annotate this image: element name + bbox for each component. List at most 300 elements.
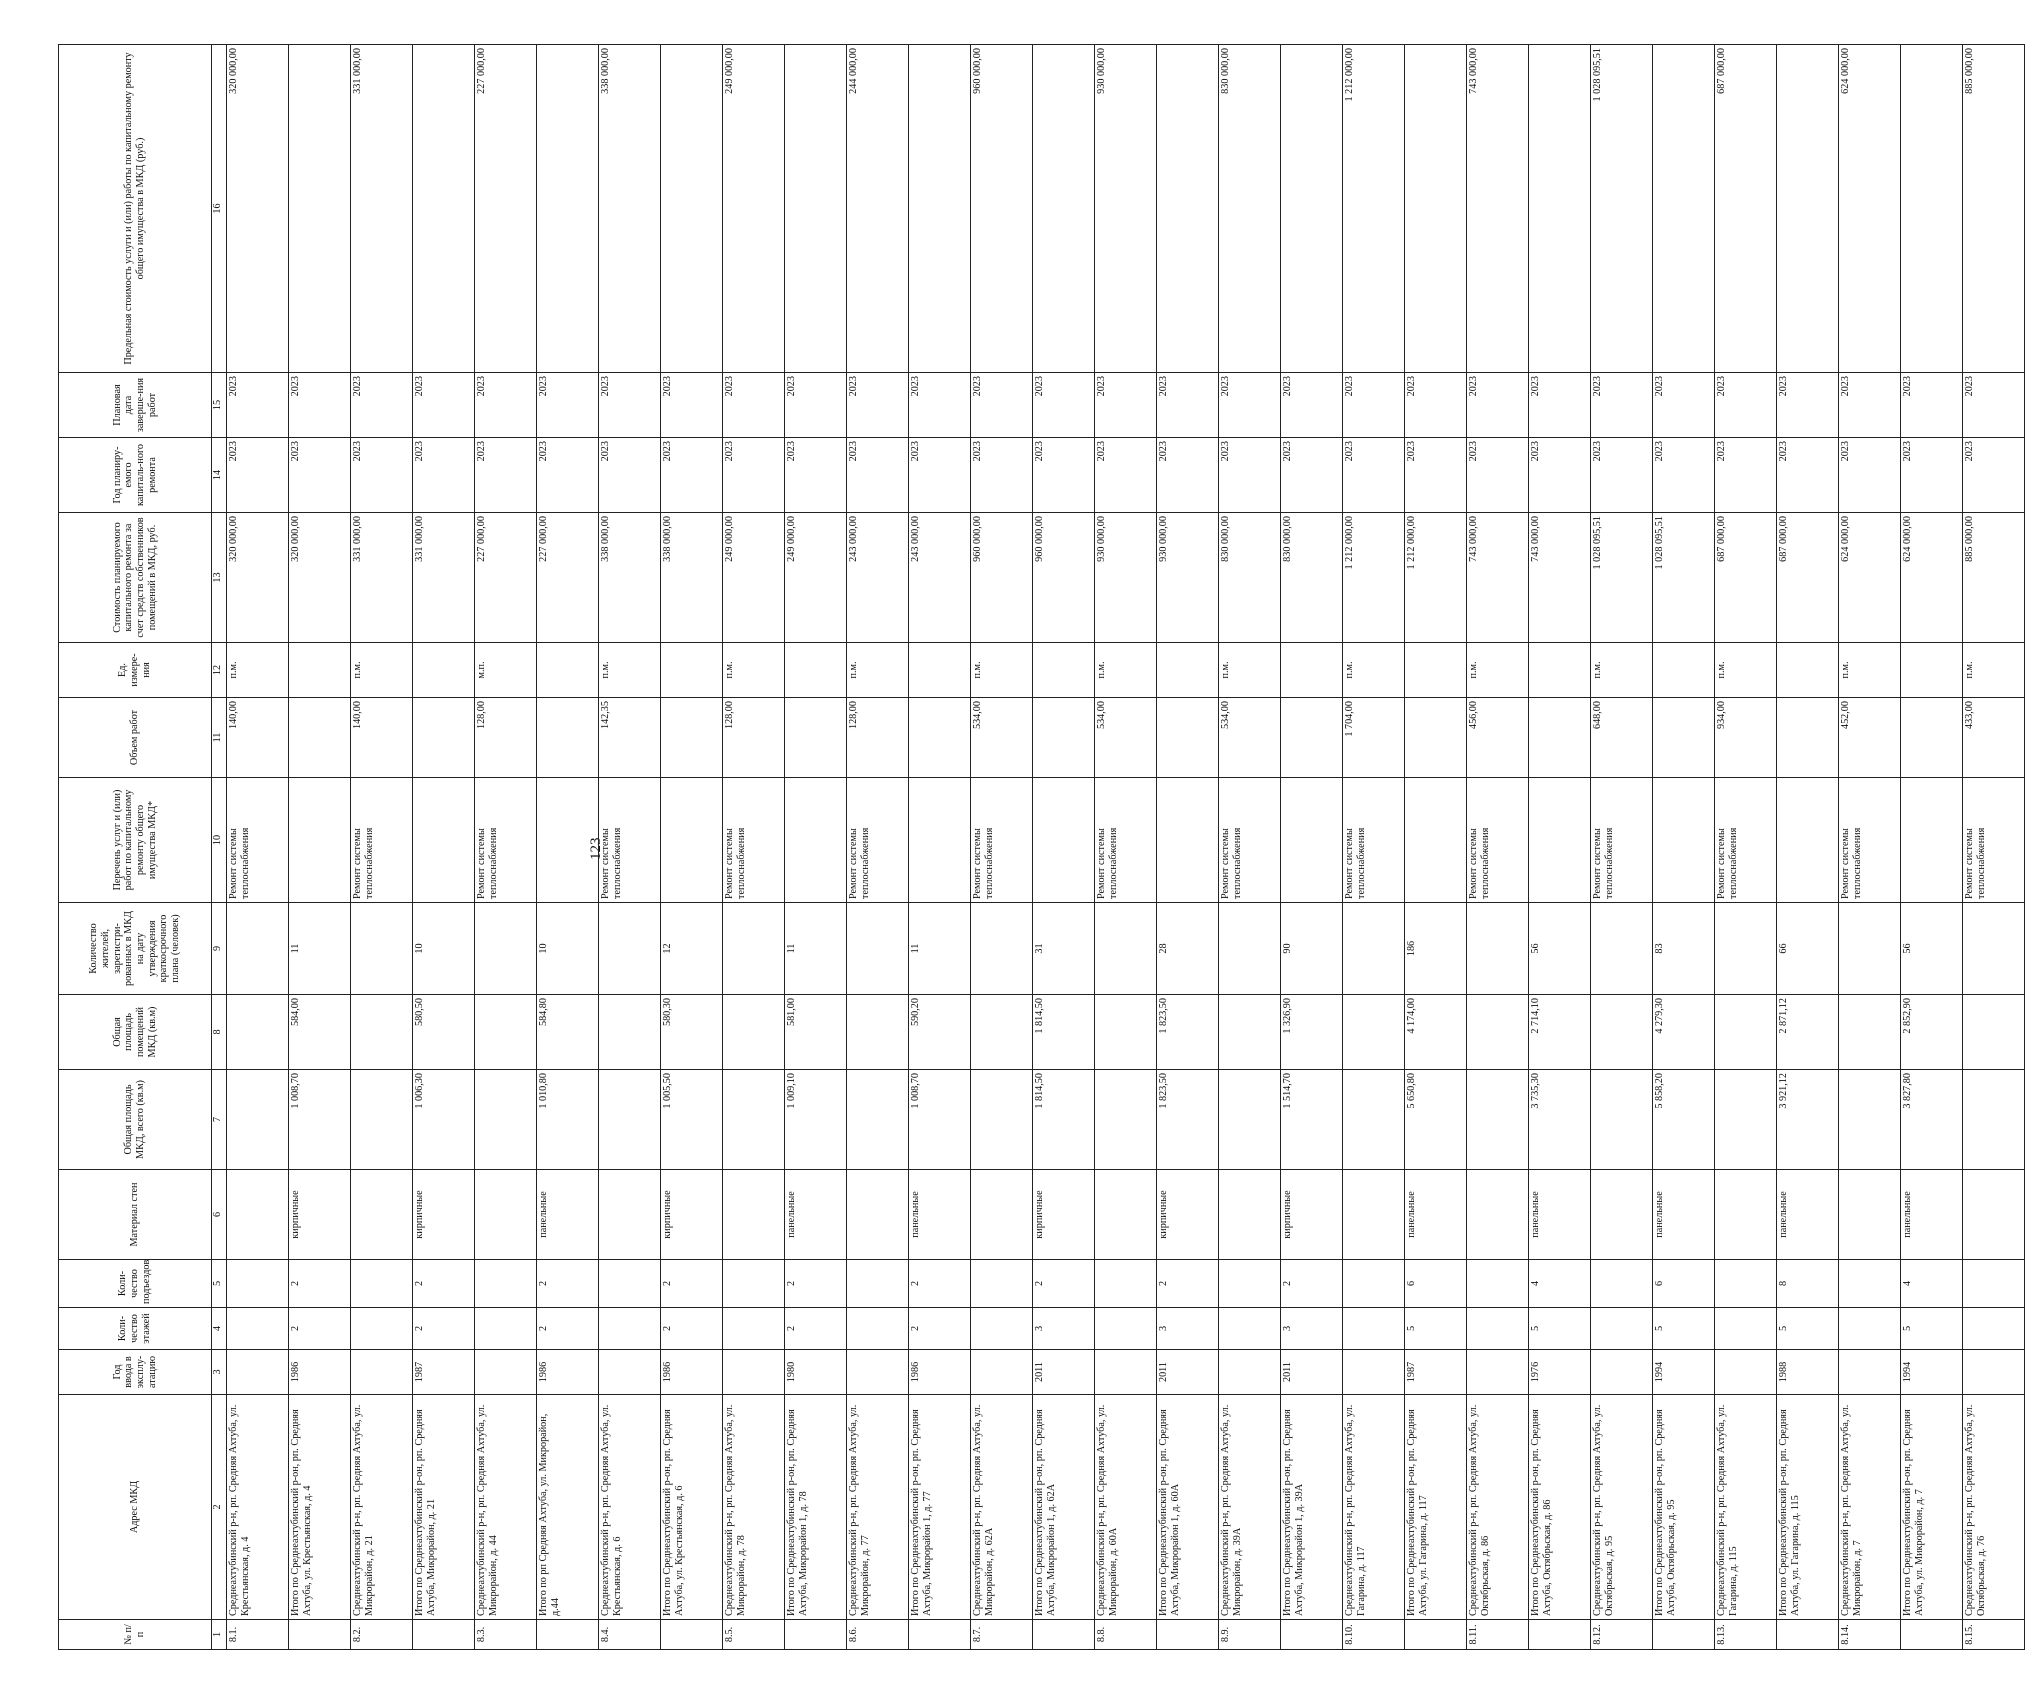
limit-cost-cell — [1653, 45, 1715, 373]
premises-area-cell — [351, 995, 413, 1070]
total-area-cell — [847, 1070, 909, 1170]
total-area-cell — [599, 1070, 661, 1170]
column-header: Стоимость планируемого капитального ремонта за счет средств собственников помещений в МКД, руб. — [59, 513, 212, 643]
table-row — [1901, 45, 1963, 1650]
row-number — [785, 1620, 847, 1650]
work-volume-cell — [661, 698, 723, 778]
planned-year-cell: 2023 — [723, 438, 785, 513]
year-built-cell: 1986 — [537, 1350, 599, 1395]
table-row — [1715, 45, 1777, 1650]
year-built-cell — [971, 1350, 1033, 1395]
unit-cell: п.м. — [1839, 643, 1901, 698]
planned-cost-cell: 830 000,00 — [1281, 513, 1343, 643]
table-row — [1777, 45, 1839, 1650]
entrances-cell: 4 — [1529, 1260, 1591, 1308]
work-volume-cell — [1281, 698, 1343, 778]
unit-cell — [537, 643, 599, 698]
planned-year-cell: 2023 — [785, 438, 847, 513]
residents-cell: 66 — [1777, 903, 1839, 995]
total-area-cell: 3 735,30 — [1529, 1070, 1591, 1170]
planned-year-cell: 2023 — [1963, 438, 2025, 513]
planned-year-cell: 2023 — [599, 438, 661, 513]
planned-cost-cell: 830 000,00 — [1219, 513, 1281, 643]
table-row — [599, 45, 661, 1650]
work-volume-cell: 433,00 — [1963, 698, 2025, 778]
residents-cell: 90 — [1281, 903, 1343, 995]
planned-year-cell: 2023 — [1591, 438, 1653, 513]
end-date-cell: 2023 — [723, 373, 785, 438]
row-number: 8.14. — [1839, 1620, 1901, 1650]
work-type-cell: Ремонт системы теплоснабжения — [847, 778, 909, 903]
planned-cost-cell: 930 000,00 — [1095, 513, 1157, 643]
work-volume-cell — [909, 698, 971, 778]
total-area-cell: 1 823,50 — [1157, 1070, 1219, 1170]
column-number: 13 — [212, 513, 227, 643]
limit-cost-cell: 227 000,00 — [475, 45, 537, 373]
limit-cost-cell — [413, 45, 475, 373]
limit-cost-cell — [661, 45, 723, 373]
table-row — [413, 45, 475, 1650]
unit-cell: п.м. — [723, 643, 785, 698]
unit-cell: п.м. — [1591, 643, 1653, 698]
table-row — [1653, 45, 1715, 1650]
row-number: 8.11. — [1467, 1620, 1529, 1650]
limit-cost-cell: 885 000,00 — [1963, 45, 2025, 373]
end-date-cell: 2023 — [1033, 373, 1095, 438]
floors-cell — [1591, 1308, 1653, 1350]
total-area-cell: 1 008,70 — [909, 1070, 971, 1170]
residents-cell — [1095, 903, 1157, 995]
column-number: 3 — [212, 1350, 227, 1395]
year-built-cell — [1839, 1350, 1901, 1395]
table-row — [1467, 45, 1529, 1650]
floors-cell: 5 — [1653, 1308, 1715, 1350]
work-volume-cell — [413, 698, 475, 778]
address-cell: Среднеахтубинский р-н, рп. Средняя Ахтуба, ул. Октябрьская, д. 95 — [1591, 1395, 1653, 1620]
floors-cell — [1839, 1308, 1901, 1350]
table-body — [227, 45, 2025, 1650]
unit-cell — [909, 643, 971, 698]
residents-cell — [1591, 903, 1653, 995]
address-cell: Среднеахтубинский р-н, рп. Средняя Ахтуба, ул. Гагарина, д. 117 — [1343, 1395, 1405, 1620]
column-header: Год планиру-емого капиталь-ного ремонта — [59, 438, 212, 513]
address-cell: Итого по Среднеахтубинский р-он, рп. Средняя Ахтуба, Микрорайон 1, д. 62А — [1033, 1395, 1095, 1620]
unit-cell: п.м. — [1715, 643, 1777, 698]
entrances-cell: 2 — [661, 1260, 723, 1308]
column-number: 5 — [212, 1260, 227, 1308]
work-volume-cell — [1033, 698, 1095, 778]
address-cell: Среднеахтубинский р-н, рп. Средняя Ахтуба, ул. Октябрьская, д. 76 — [1963, 1395, 2025, 1620]
table-header-row — [59, 45, 212, 1650]
entrances-cell: 6 — [1653, 1260, 1715, 1308]
year-built-cell: 1986 — [909, 1350, 971, 1395]
floors-cell: 3 — [1281, 1308, 1343, 1350]
total-area-cell: 1 008,70 — [289, 1070, 351, 1170]
table-row — [1343, 45, 1405, 1650]
table-row — [971, 45, 1033, 1650]
residents-cell: 10 — [413, 903, 475, 995]
wall-material-cell: панельные — [1901, 1170, 1963, 1260]
planned-year-cell: 2023 — [1157, 438, 1219, 513]
premises-area-cell: 580,50 — [413, 995, 475, 1070]
floors-cell — [723, 1308, 785, 1350]
work-type-cell — [289, 778, 351, 903]
column-header: Общая площадь МКД, всего (кв.м) — [59, 1070, 212, 1170]
premises-area-cell — [1343, 995, 1405, 1070]
year-built-cell — [1219, 1350, 1281, 1395]
row-number — [1653, 1620, 1715, 1650]
premises-area-cell — [971, 995, 1033, 1070]
work-type-cell — [1405, 778, 1467, 903]
planned-year-cell: 2023 — [1281, 438, 1343, 513]
premises-area-cell: 4 279,30 — [1653, 995, 1715, 1070]
row-number: 8.6. — [847, 1620, 909, 1650]
wall-material-cell — [847, 1170, 909, 1260]
table-row — [1839, 45, 1901, 1650]
column-number: 8 — [212, 995, 227, 1070]
address-cell: Среднеахтубинский р-н, рп. Средняя Ахтуба, ул. Октябрьская, д. 86 — [1467, 1395, 1529, 1620]
limit-cost-cell — [537, 45, 599, 373]
address-cell: Итого по Среднеахтубинский р-он, рп. Средняя Ахтуба, Октябрьская, д. 95 — [1653, 1395, 1715, 1620]
residents-cell — [1343, 903, 1405, 995]
work-type-cell: Ремонт системы теплоснабжения — [1467, 778, 1529, 903]
limit-cost-cell: 930 000,00 — [1095, 45, 1157, 373]
premises-area-cell: 2 714,10 — [1529, 995, 1591, 1070]
wall-material-cell: панельные — [1777, 1170, 1839, 1260]
work-volume-cell — [785, 698, 847, 778]
entrances-cell — [971, 1260, 1033, 1308]
premises-area-cell: 4 174,00 — [1405, 995, 1467, 1070]
unit-cell: п.м. — [971, 643, 1033, 698]
planned-year-cell: 2023 — [227, 438, 289, 513]
premises-area-cell: 2 871,12 — [1777, 995, 1839, 1070]
end-date-cell: 2023 — [1963, 373, 2025, 438]
floors-cell: 3 — [1033, 1308, 1095, 1350]
column-header: Количество жителей, зарегистри-рованных в МКД на дату утверждения краткосрочного плана (человек) — [59, 903, 212, 995]
wall-material-cell — [227, 1170, 289, 1260]
floors-cell: 5 — [1901, 1308, 1963, 1350]
table-row — [1281, 45, 1343, 1650]
address-cell: Среднеахтубинский р-н, рп. Средняя Ахтуба, ул. Микрорайон, д. 62А — [971, 1395, 1033, 1620]
column-number: 15 — [212, 373, 227, 438]
planned-year-cell: 2023 — [413, 438, 475, 513]
limit-cost-cell: 687 000,00 — [1715, 45, 1777, 373]
address-cell: Итого по Среднеахтубинский р-он, рп. Средняя Ахтуба, Микрорайон 1, д. 78 — [785, 1395, 847, 1620]
work-volume-cell: 534,00 — [1095, 698, 1157, 778]
table-row — [289, 45, 351, 1650]
floors-cell: 5 — [1529, 1308, 1591, 1350]
planned-cost-cell: 331 000,00 — [351, 513, 413, 643]
limit-cost-cell — [1157, 45, 1219, 373]
wall-material-cell — [723, 1170, 785, 1260]
end-date-cell: 2023 — [785, 373, 847, 438]
row-number: 8.5. — [723, 1620, 785, 1650]
unit-cell: п.м. — [1095, 643, 1157, 698]
work-type-cell — [1157, 778, 1219, 903]
work-volume-cell: 128,00 — [475, 698, 537, 778]
end-date-cell: 2023 — [909, 373, 971, 438]
floors-cell — [1343, 1308, 1405, 1350]
column-header: Предельная стоимость услуги и (или) работы по капитальному ремонту общего имущества в МКД (руб.) — [59, 45, 212, 373]
premises-area-cell: 580,30 — [661, 995, 723, 1070]
total-area-cell: 1 006,30 — [413, 1070, 475, 1170]
total-area-cell — [227, 1070, 289, 1170]
unit-cell: п.м. — [847, 643, 909, 698]
column-number: 9 — [212, 903, 227, 995]
row-number: 8.3. — [475, 1620, 537, 1650]
residents-cell: 11 — [909, 903, 971, 995]
end-date-cell: 2023 — [227, 373, 289, 438]
residents-cell: 11 — [785, 903, 847, 995]
planned-year-cell: 2023 — [661, 438, 723, 513]
planned-cost-cell: 1 028 095,51 — [1653, 513, 1715, 643]
year-built-cell — [723, 1350, 785, 1395]
planned-cost-cell: 331 000,00 — [413, 513, 475, 643]
address-cell: Итого по Среднеахтубинский р-он, рп. Средняя Ахтуба, ул. Крестьянская, д. 4 — [289, 1395, 351, 1620]
residents-cell — [1467, 903, 1529, 995]
column-header: Ед. измере-ния — [59, 643, 212, 698]
floors-cell — [847, 1308, 909, 1350]
address-cell: Итого по Среднеахтубинский р-он, рп. Средняя Ахтуба, ул. Крестьянская, д. 6 — [661, 1395, 723, 1620]
column-number: 10 — [212, 778, 227, 903]
work-type-cell: Ремонт системы теплоснабжения — [475, 778, 537, 903]
entrances-cell — [847, 1260, 909, 1308]
total-area-cell: 1 514,70 — [1281, 1070, 1343, 1170]
year-built-cell — [847, 1350, 909, 1395]
row-number — [661, 1620, 723, 1650]
table-row — [785, 45, 847, 1650]
work-type-cell — [537, 778, 599, 903]
entrances-cell — [475, 1260, 537, 1308]
planned-cost-cell: 624 000,00 — [1839, 513, 1901, 643]
entrances-cell — [1715, 1260, 1777, 1308]
work-type-cell: Ремонт системы теплоснабжения — [1219, 778, 1281, 903]
column-number-row — [212, 45, 227, 1650]
unit-cell: п.м. — [227, 643, 289, 698]
work-type-cell: Ремонт системы теплоснабжения — [599, 778, 661, 903]
year-built-cell: 2011 — [1157, 1350, 1219, 1395]
end-date-cell: 2023 — [351, 373, 413, 438]
entrances-cell: 2 — [1157, 1260, 1219, 1308]
premises-area-cell: 584,80 — [537, 995, 599, 1070]
end-date-cell: 2023 — [289, 373, 351, 438]
row-number — [1405, 1620, 1467, 1650]
row-number — [289, 1620, 351, 1650]
end-date-cell: 2023 — [1467, 373, 1529, 438]
premises-area-cell — [1219, 995, 1281, 1070]
year-built-cell: 1980 — [785, 1350, 847, 1395]
column-number: 1 — [212, 1620, 227, 1650]
planned-cost-cell: 227 000,00 — [475, 513, 537, 643]
premises-area-cell — [1591, 995, 1653, 1070]
limit-cost-cell: 960 000,00 — [971, 45, 1033, 373]
address-cell: Итого по Среднеахтубинский р-он, рп. Средняя Ахтуба, Микрорайон 1, д. 39А — [1281, 1395, 1343, 1620]
floors-cell — [1963, 1308, 2025, 1350]
total-area-cell — [1219, 1070, 1281, 1170]
residents-cell: 12 — [661, 903, 723, 995]
end-date-cell: 2023 — [1653, 373, 1715, 438]
column-header: Адрес МКД — [59, 1395, 212, 1620]
planned-year-cell: 2023 — [475, 438, 537, 513]
table-row — [1591, 45, 1653, 1650]
premises-area-cell: 1 326,90 — [1281, 995, 1343, 1070]
planned-cost-cell: 885 000,00 — [1963, 513, 2025, 643]
premises-area-cell: 581,00 — [785, 995, 847, 1070]
end-date-cell: 2023 — [1839, 373, 1901, 438]
wall-material-cell — [1591, 1170, 1653, 1260]
premises-area-cell — [227, 995, 289, 1070]
row-number — [1033, 1620, 1095, 1650]
end-date-cell: 2023 — [1777, 373, 1839, 438]
year-built-cell — [599, 1350, 661, 1395]
work-type-cell: Ремонт системы теплоснабжения — [723, 778, 785, 903]
planned-year-cell: 2023 — [1777, 438, 1839, 513]
limit-cost-cell: 1 212 000,00 — [1343, 45, 1405, 373]
row-number — [1777, 1620, 1839, 1650]
end-date-cell: 2023 — [1343, 373, 1405, 438]
wall-material-cell — [971, 1170, 1033, 1260]
end-date-cell: 2023 — [847, 373, 909, 438]
work-type-cell: Ремонт системы теплоснабжения — [1715, 778, 1777, 903]
end-date-cell: 2023 — [1591, 373, 1653, 438]
end-date-cell: 2023 — [475, 373, 537, 438]
row-number: 8.1. — [227, 1620, 289, 1650]
residents-cell: 31 — [1033, 903, 1095, 995]
premises-area-cell: 584,00 — [289, 995, 351, 1070]
work-volume-cell — [537, 698, 599, 778]
residents-cell: 10 — [537, 903, 599, 995]
floors-cell: 2 — [909, 1308, 971, 1350]
limit-cost-cell — [1777, 45, 1839, 373]
year-built-cell: 1986 — [661, 1350, 723, 1395]
planned-year-cell: 2023 — [289, 438, 351, 513]
total-area-cell — [1095, 1070, 1157, 1170]
unit-cell: п.м. — [351, 643, 413, 698]
planned-year-cell: 2023 — [909, 438, 971, 513]
work-type-cell — [1033, 778, 1095, 903]
wall-material-cell — [351, 1170, 413, 1260]
row-number: 8.2. — [351, 1620, 413, 1650]
residents-cell — [599, 903, 661, 995]
year-built-cell — [1591, 1350, 1653, 1395]
year-built-cell: 1988 — [1777, 1350, 1839, 1395]
row-number: 8.15. — [1963, 1620, 2025, 1650]
work-type-cell: Ремонт системы теплоснабжения — [1095, 778, 1157, 903]
planned-year-cell: 2023 — [1033, 438, 1095, 513]
wall-material-cell — [1219, 1170, 1281, 1260]
floors-cell: 2 — [537, 1308, 599, 1350]
wall-material-cell — [1343, 1170, 1405, 1260]
work-type-cell — [909, 778, 971, 903]
work-volume-cell — [1405, 698, 1467, 778]
address-cell: Итого по Среднеахтубинский р-он, рп. Средняя Ахтуба, Микрорайон 1, д. 60А — [1157, 1395, 1219, 1620]
planned-cost-cell: 320 000,00 — [289, 513, 351, 643]
limit-cost-cell: 320 000,00 — [227, 45, 289, 373]
wall-material-cell: панельные — [785, 1170, 847, 1260]
work-type-cell: Ремонт системы теплоснабжения — [227, 778, 289, 903]
planned-cost-cell: 624 000,00 — [1901, 513, 1963, 643]
address-cell: Среднеахтубинский р-н, рп. Средняя Ахтуба, ул. Крестьянская, д. 4 — [227, 1395, 289, 1620]
total-area-cell: 1 814,50 — [1033, 1070, 1095, 1170]
year-built-cell: 1994 — [1653, 1350, 1715, 1395]
work-type-cell — [1281, 778, 1343, 903]
residents-cell — [971, 903, 1033, 995]
end-date-cell: 2023 — [413, 373, 475, 438]
total-area-cell — [1343, 1070, 1405, 1170]
end-date-cell: 2023 — [1157, 373, 1219, 438]
premises-area-cell — [475, 995, 537, 1070]
year-built-cell: 2011 — [1033, 1350, 1095, 1395]
floors-cell — [1095, 1308, 1157, 1350]
wall-material-cell — [599, 1170, 661, 1260]
year-built-cell: 1994 — [1901, 1350, 1963, 1395]
year-built-cell — [475, 1350, 537, 1395]
address-cell: Итого по Среднеахтубинский р-он, рп. Средняя Ахтуба, Октябрьская, д. 86 — [1529, 1395, 1591, 1620]
address-cell: Среднеахтубинский р-н, рп. Средняя Ахтуба, ул. Микрорайон, д. 21 — [351, 1395, 413, 1620]
address-cell: Среднеахтубинский р-н, рп. Средняя Ахтуба, ул. Микрорайон, д. 77 — [847, 1395, 909, 1620]
column-number: 11 — [212, 698, 227, 778]
row-number: 8.9. — [1219, 1620, 1281, 1650]
row-number — [1157, 1620, 1219, 1650]
row-number: 8.4. — [599, 1620, 661, 1650]
unit-cell: м.п. — [475, 643, 537, 698]
limit-cost-cell — [1033, 45, 1095, 373]
limit-cost-cell: 624 000,00 — [1839, 45, 1901, 373]
floors-cell — [1467, 1308, 1529, 1350]
unit-cell — [1033, 643, 1095, 698]
total-area-cell — [723, 1070, 785, 1170]
floors-cell: 5 — [1405, 1308, 1467, 1350]
column-header: Материал стен — [59, 1170, 212, 1260]
end-date-cell: 2023 — [1715, 373, 1777, 438]
planned-year-cell: 2023 — [537, 438, 599, 513]
entrances-cell — [599, 1260, 661, 1308]
work-volume-cell: 140,00 — [227, 698, 289, 778]
row-number — [1281, 1620, 1343, 1650]
table-row — [475, 45, 537, 1650]
residents-cell — [1715, 903, 1777, 995]
wall-material-cell — [1467, 1170, 1529, 1260]
limit-cost-cell: 331 000,00 — [351, 45, 413, 373]
planned-cost-cell: 1 028 095,51 — [1591, 513, 1653, 643]
planned-cost-cell: 960 000,00 — [971, 513, 1033, 643]
row-number: 8.10. — [1343, 1620, 1405, 1650]
premises-area-cell: 1 814,50 — [1033, 995, 1095, 1070]
entrances-cell — [1467, 1260, 1529, 1308]
unit-cell — [661, 643, 723, 698]
residents-cell — [847, 903, 909, 995]
total-area-cell — [351, 1070, 413, 1170]
limit-cost-cell — [1901, 45, 1963, 373]
unit-cell — [785, 643, 847, 698]
column-header: Плановая дата заверше-ния работ — [59, 373, 212, 438]
wall-material-cell: панельные — [1653, 1170, 1715, 1260]
planned-year-cell: 2023 — [1653, 438, 1715, 513]
entrances-cell: 2 — [537, 1260, 599, 1308]
column-number: 14 — [212, 438, 227, 513]
unit-cell — [1281, 643, 1343, 698]
end-date-cell: 2023 — [971, 373, 1033, 438]
year-built-cell — [1095, 1350, 1157, 1395]
entrances-cell: 4 — [1901, 1260, 1963, 1308]
column-header: Объем работ — [59, 698, 212, 778]
address-cell: Среднеахтубинский р-н, рп. Средняя Ахтуба, ул. Гагарина, д. 115 — [1715, 1395, 1777, 1620]
unit-cell: п.м. — [599, 643, 661, 698]
work-volume-cell: 534,00 — [1219, 698, 1281, 778]
planned-cost-cell: 687 000,00 — [1715, 513, 1777, 643]
year-built-cell: 1987 — [413, 1350, 475, 1395]
unit-cell — [1157, 643, 1219, 698]
